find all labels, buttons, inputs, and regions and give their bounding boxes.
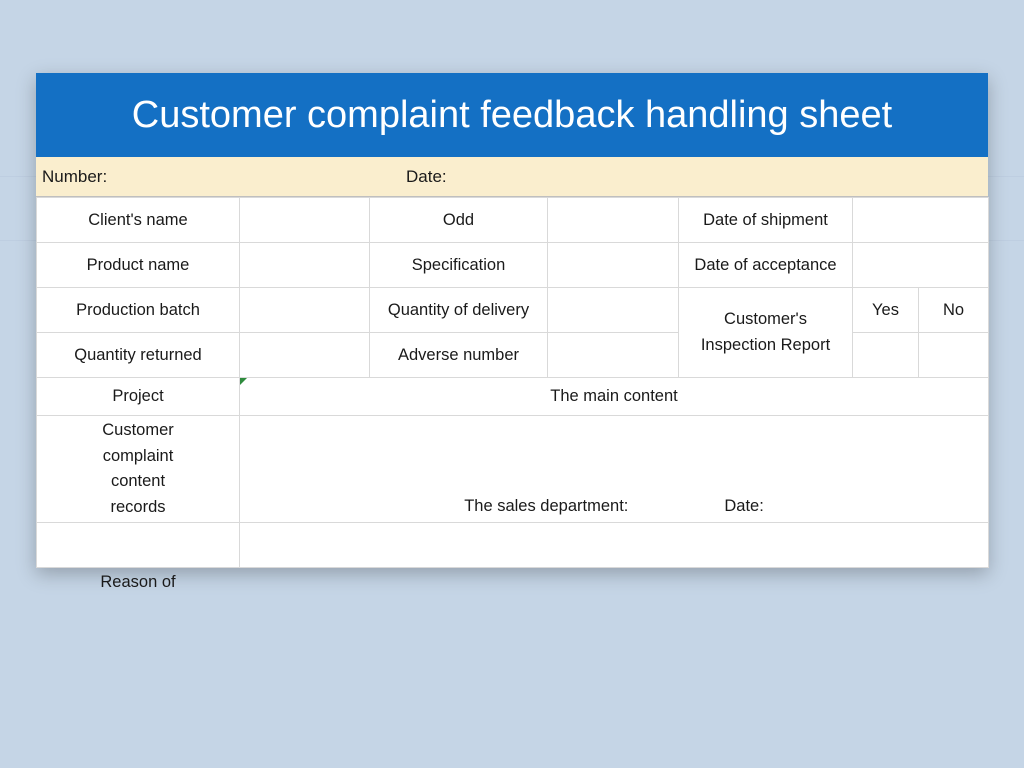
field-label-product-name: Product name bbox=[37, 243, 240, 288]
field-label-adverse-number: Adverse number bbox=[370, 333, 548, 378]
background-gridline bbox=[0, 176, 36, 177]
date-label: Date: bbox=[406, 166, 447, 186]
complaint-label-line-1: Customer bbox=[102, 421, 174, 439]
table-row bbox=[37, 378, 989, 416]
form-table bbox=[36, 197, 989, 591]
inspection-yes-label: Yes bbox=[853, 288, 919, 333]
field-value-quantity-returned[interactable] bbox=[240, 333, 370, 378]
background-gridline bbox=[988, 240, 1024, 241]
field-value-customer-complaint-records[interactable] bbox=[240, 416, 989, 523]
field-label-production-batch: Production batch bbox=[37, 288, 240, 333]
complaint-content-area[interactable] bbox=[244, 418, 984, 520]
table-row bbox=[37, 416, 989, 523]
inspection-label-line-1: Customer's bbox=[724, 309, 807, 328]
complaint-label-line-2: complaint bbox=[102, 446, 174, 465]
complaint-label-line-3: content bbox=[110, 472, 166, 491]
field-value-reason-of[interactable] bbox=[240, 523, 989, 568]
inspection-yes-value[interactable] bbox=[853, 333, 919, 378]
sheet-title-bar bbox=[36, 73, 988, 157]
field-value-date-of-shipment[interactable] bbox=[853, 198, 989, 243]
field-value-production-batch[interactable] bbox=[240, 288, 370, 333]
field-label-specification: Specification bbox=[370, 243, 548, 288]
field-label-quantity-returned: Quantity returned bbox=[37, 333, 240, 378]
field-label-quantity-of-delivery: Quantity of delivery bbox=[370, 288, 548, 333]
field-value-specification[interactable] bbox=[548, 243, 679, 288]
meta-bar bbox=[36, 157, 988, 197]
field-label-customers-inspection-report bbox=[679, 288, 853, 378]
signature-date-label: Date: bbox=[724, 497, 764, 516]
inspection-no-label: No bbox=[919, 288, 989, 333]
table-row bbox=[37, 288, 989, 333]
comment-marker-icon bbox=[240, 378, 247, 385]
field-label-date-of-acceptance: Date of acceptance bbox=[679, 243, 853, 288]
complaint-sheet bbox=[36, 73, 988, 591]
number-label: Number: bbox=[42, 166, 108, 186]
inspection-label-line-2: Inspection Report bbox=[700, 335, 831, 354]
table-row bbox=[37, 243, 989, 288]
main-content-label: The main content bbox=[550, 387, 678, 405]
field-value-date-of-acceptance[interactable] bbox=[853, 243, 989, 288]
field-value-adverse-number[interactable] bbox=[548, 333, 679, 378]
field-label-clients-name: Client's name bbox=[37, 198, 240, 243]
field-label-reason-of bbox=[37, 523, 240, 591]
field-value-odd[interactable] bbox=[548, 198, 679, 243]
table-row bbox=[37, 198, 989, 243]
field-label-customer-complaint-records bbox=[37, 416, 240, 523]
field-value-quantity-of-delivery[interactable] bbox=[548, 288, 679, 333]
sales-department-label: The sales department: bbox=[464, 497, 629, 516]
field-label-date-of-shipment: Date of shipment bbox=[679, 198, 853, 243]
background-gridline bbox=[0, 240, 36, 241]
reason-label-text: Reason of bbox=[100, 572, 176, 591]
background-gridline bbox=[988, 176, 1024, 177]
inspection-no-value[interactable] bbox=[919, 333, 989, 378]
page-title: Customer complaint feedback handling sheet bbox=[131, 93, 893, 136]
section-header-main-content bbox=[240, 378, 989, 416]
field-label-odd: Odd bbox=[370, 198, 548, 243]
field-value-clients-name[interactable] bbox=[240, 198, 370, 243]
signature-row bbox=[244, 497, 984, 516]
section-header-project: Project bbox=[37, 378, 240, 416]
field-value-product-name[interactable] bbox=[240, 243, 370, 288]
table-row bbox=[37, 523, 989, 568]
complaint-label-line-4: records bbox=[110, 497, 166, 516]
